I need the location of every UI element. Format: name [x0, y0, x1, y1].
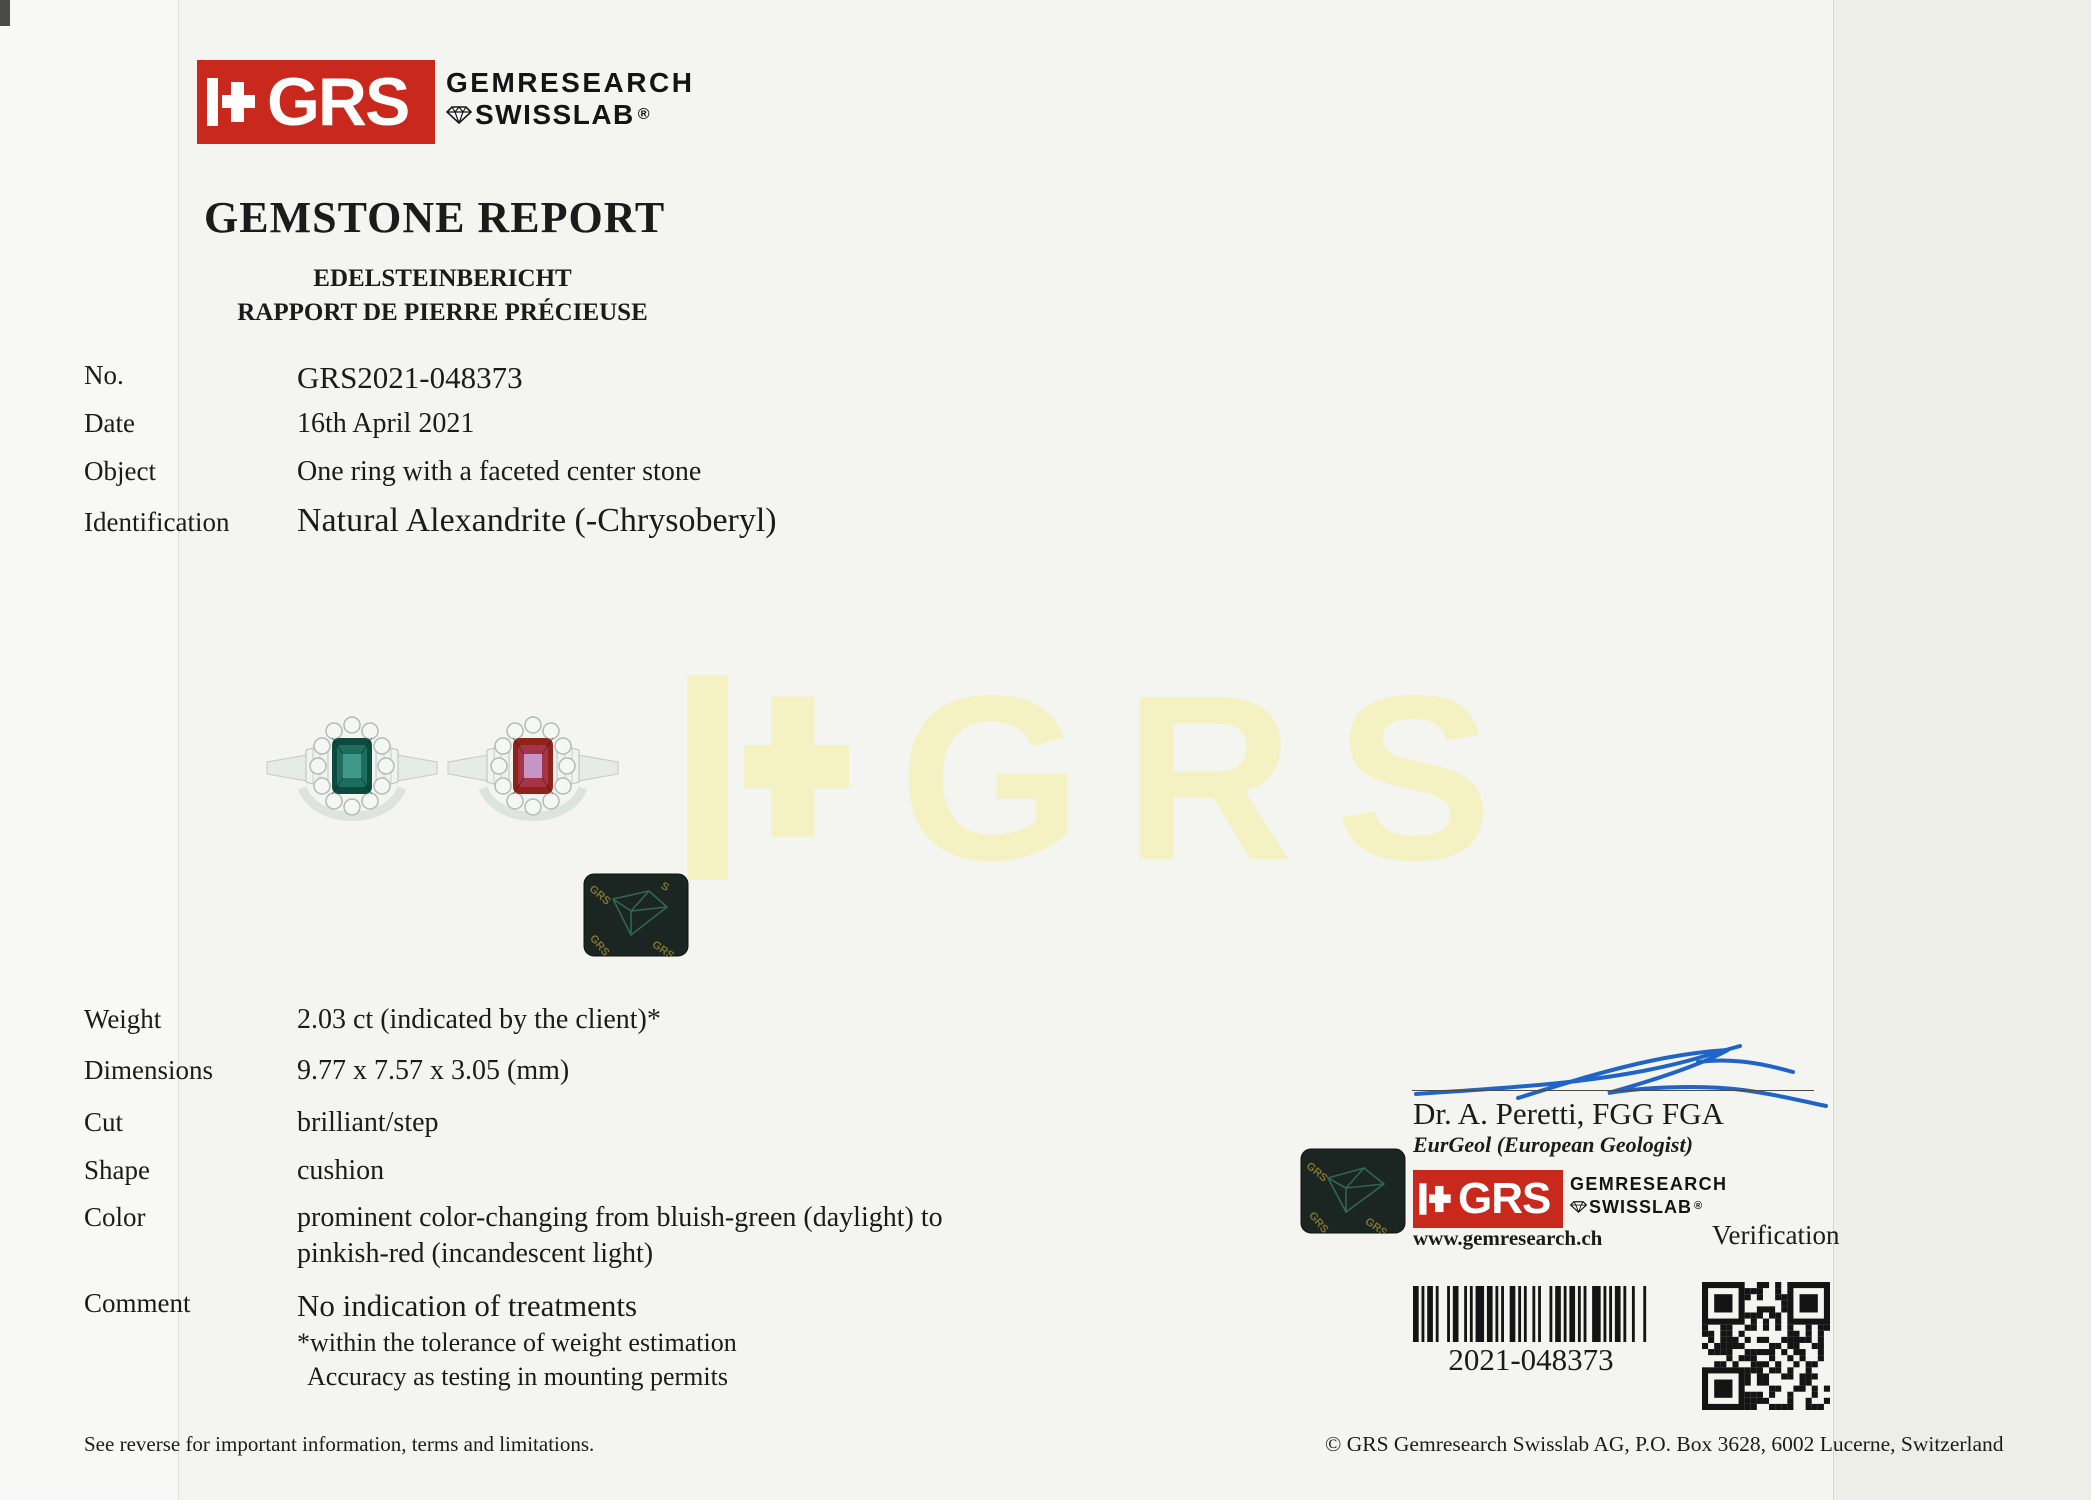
swiss-cross-watermark-icon [686, 675, 851, 880]
svg-text:GRS: GRS [649, 938, 677, 957]
shape-value: cushion [297, 1155, 385, 1186]
color-value [297, 1202, 943, 1270]
registered-mark-small: ® [1694, 1199, 1704, 1212]
hologram-sticker-verification [1300, 1148, 1406, 1239]
date-label: Date [84, 408, 135, 438]
registered-mark: ® [637, 106, 652, 124]
barcode-number: 2021-048373 [1448, 1342, 1614, 1377]
signatory-title: EurGeol (European Geologist) [1413, 1132, 1693, 1157]
comment-main: No indication of treatments [297, 1288, 638, 1323]
lab-name [446, 67, 694, 131]
signature-line [1412, 1090, 1814, 1091]
scan-fold-left [0, 0, 179, 1500]
weight-value: 2.03 ct (indicated by the client)* [297, 1004, 661, 1035]
watermark-text: GRS [899, 646, 1535, 909]
lab-name-small-line1: GEMRESEARCH [1570, 1174, 1728, 1194]
lab-name-small-line2 [1570, 1196, 1727, 1219]
date-value: 16th April 2021 [297, 408, 475, 439]
grs-logo [197, 60, 435, 144]
verification-label: Verification [1712, 1220, 1840, 1250]
comment-note1: *within the tolerance of weight estimation [297, 1328, 737, 1357]
color-value-line1: prominent color-changing from bluish-green (daylight) to [297, 1202, 943, 1233]
no-label: No. [84, 360, 124, 390]
lab-name-small [1570, 1173, 1727, 1218]
identification-label: Identification [84, 507, 230, 537]
lab-name-swisslab: SWISSLAB [475, 99, 635, 131]
lab-name-small-swisslab: SWISSLAB [1589, 1196, 1693, 1217]
field-row-cut [84, 1107, 439, 1139]
svg-text:GRS: GRS [1303, 1160, 1330, 1185]
grs-logo-small [1413, 1170, 1563, 1228]
color-label: Color [84, 1202, 146, 1232]
field-row-weight [84, 1004, 661, 1036]
identification-value: Natural Alexandrite (-Chrysoberyl) [297, 502, 777, 539]
weight-label: Weight [84, 1004, 162, 1034]
subtitle-german: EDELSTEINBERICHT [313, 265, 572, 292]
field-row-identification [84, 502, 777, 540]
website-url: www.gemresearch.ch [1413, 1226, 1603, 1250]
scan-corner-speck [0, 0, 10, 26]
swiss-cross-icon-small [1418, 1181, 1452, 1217]
hologram-sticker [583, 873, 689, 962]
svg-text:GRS: GRS [1306, 1209, 1331, 1234]
lab-name-line1: GEMRESEARCH [446, 67, 695, 98]
svg-text:GRS: GRS [586, 883, 613, 908]
svg-text:GRS: GRS [1362, 1215, 1390, 1234]
svg-text:GRS: GRS [587, 932, 612, 957]
qr-code [1702, 1282, 1830, 1410]
field-row-date [84, 408, 474, 440]
object-label: Object [84, 456, 156, 486]
field-row-dimensions [84, 1055, 569, 1087]
barcode [1413, 1286, 1649, 1342]
field-row-color [84, 1202, 943, 1270]
color-value-line2: pinkish-red (incandescent light) [297, 1238, 654, 1269]
scan-fold-right [1833, 0, 2091, 1500]
diamond-icon-small [1570, 1201, 1587, 1213]
grs-watermark [686, 646, 1535, 909]
comment-label: Comment [84, 1288, 191, 1318]
field-row-object [84, 456, 701, 488]
ring-photo-daylight [262, 688, 442, 853]
swiss-cross-icon [205, 76, 257, 128]
shape-label: Shape [84, 1155, 150, 1185]
field-row-no [84, 360, 523, 396]
object-value: One ring with a faceted center stone [297, 456, 702, 487]
footer-copyright: © GRS Gemresearch Swisslab AG, P.O. Box 3628, 6002 Lucerne, Switzerland [1325, 1432, 2004, 1456]
lab-name-line2 [446, 99, 694, 131]
svg-text:S: S [658, 879, 672, 895]
field-row-comment [84, 1288, 737, 1392]
diamond-icon [446, 106, 472, 124]
grs-logo-small-text: GRS [1458, 1174, 1551, 1223]
comment-note2: Accuracy as testing in mounting permits [307, 1362, 728, 1391]
footer-note: See reverse for important information, terms and limitations. [84, 1432, 595, 1456]
ring-photo-incandescent [443, 688, 623, 853]
dimensions-value: 9.77 x 7.57 x 3.05 (mm) [297, 1055, 570, 1086]
page-title: GEMSTONE REPORT [204, 193, 666, 242]
subtitle-french: RAPPORT DE PIERRE PRÉCIEUSE [237, 298, 648, 326]
signatory-name: Dr. A. Peretti, FGG FGA [1413, 1096, 1724, 1131]
no-value: GRS2021-048373 [297, 360, 523, 395]
comment-value [297, 1288, 737, 1392]
dimensions-label: Dimensions [84, 1055, 214, 1085]
grs-logo-text: GRS [267, 64, 409, 140]
field-row-shape [84, 1155, 384, 1187]
cut-label: Cut [84, 1107, 124, 1137]
cut-value: brilliant/step [297, 1107, 439, 1138]
page-subtitles [195, 262, 690, 330]
